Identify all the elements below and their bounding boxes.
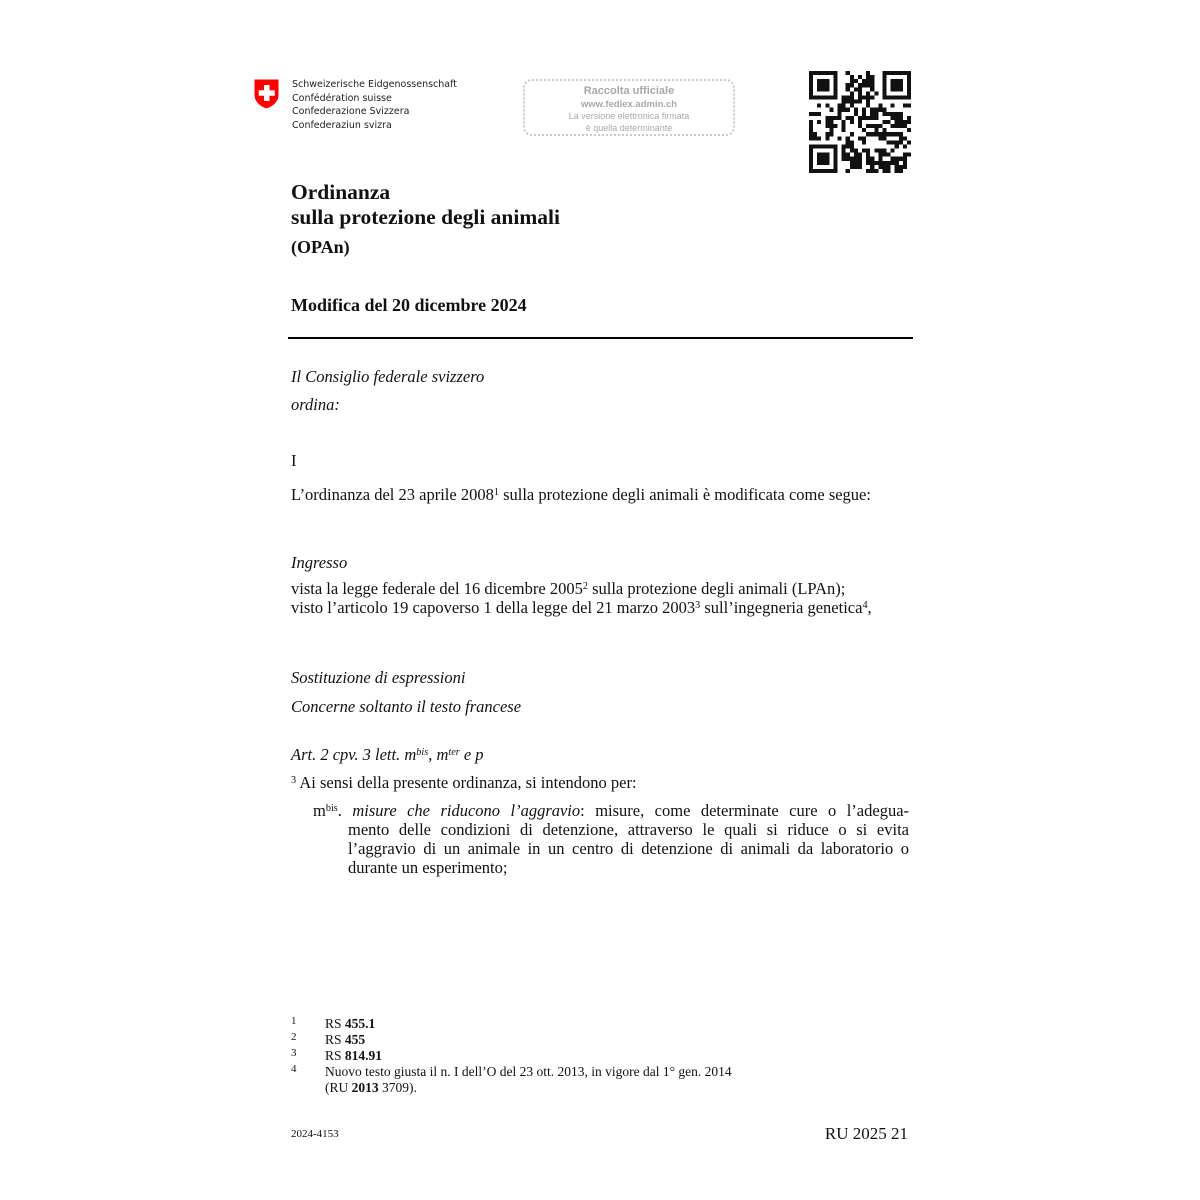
item-letter: m [313, 801, 326, 820]
para-text: visto l’articolo 19 capoverso 1 della legge del 21 marzo 2003 [291, 598, 696, 617]
document-title [291, 180, 560, 230]
confederation-name-de: Schweizerische Eidgenossenschaft [292, 79, 458, 90]
footnote-number: 1 [291, 1015, 297, 1027]
paragraph-number: 3 [291, 774, 297, 786]
sr-number-link[interactable]: 455 [344, 1032, 366, 1047]
superscript-bis: bis [416, 746, 429, 758]
stamp-note-1: La versione elettronica firmata [568, 111, 690, 121]
superscript-bis: bis [325, 802, 338, 814]
ru-year-link[interactable]: 2013 [351, 1080, 379, 1095]
para-text: (RU [325, 1080, 352, 1095]
footnote-ref-2[interactable]: 2 [582, 580, 588, 592]
para-text: . [337, 801, 353, 820]
official-collection-reference: RU 2025 21 [824, 1124, 908, 1143]
footnote-text [325, 1048, 382, 1064]
para-text: vista la legge federale del 16 dicembre 2005 [291, 579, 583, 598]
footnote-text [325, 1016, 375, 1032]
official-collection-stamp [523, 79, 735, 136]
title-abbreviation: (OPAn) [291, 237, 350, 257]
sr-number-link[interactable]: 455.1 [344, 1016, 376, 1031]
ingresso-body [291, 579, 909, 617]
footnote-number: 4 [291, 1063, 297, 1075]
footnote-number: 3 [291, 1047, 297, 1059]
stamp-title: Raccolta ufficiale [583, 85, 675, 97]
ingresso-heading: Ingresso [291, 553, 348, 572]
substitution-body: Concerne soltanto il testo francese [291, 697, 522, 716]
title-line-2: sulla protezione degli animali [291, 205, 560, 229]
item-continuation: mento delle condizioni di detenzione, attraverso le quali si riduce o si evita l’aggravio di un animale in un centro di detenzione di animali da laboratorio o durante un esperimento; [348, 820, 909, 877]
para-text: , [867, 598, 872, 617]
para-text: RS [325, 1048, 345, 1063]
confederation-names [292, 78, 457, 132]
defined-term: misure che riducono l’aggravio [352, 801, 581, 820]
confederation-name-fr: Confédération suisse [292, 92, 392, 104]
amendment-date: Modifica del 20 dicembre 2024 [291, 295, 527, 315]
confederation-name-it: Confederazione Svizzera [292, 106, 410, 117]
footnote-text [325, 1032, 365, 1048]
ingresso-line-2 [291, 598, 909, 617]
substitution-heading: Sostituzione di espressioni [291, 668, 466, 687]
amendment-intro-paragraph [291, 485, 909, 504]
footnote-ref-3[interactable]: 3 [695, 599, 701, 611]
footnote-text: Nuovo testo giusta il n. I dell’O del 23 ott. 2013, in vigore dal 1° gen. 2014 [325, 1064, 732, 1079]
qr-code-icon[interactable] [809, 71, 911, 173]
superscript-ter: ter [448, 746, 460, 758]
para-text: sulla protezione degli animali è modificata come segue: [498, 485, 871, 504]
section-number: I [291, 451, 297, 470]
title-line-1: Ordinanza [291, 180, 391, 204]
footnote-number: 2 [291, 1031, 297, 1043]
para-text: RS [325, 1016, 345, 1031]
stamp-note-2: è quella determinante [585, 122, 673, 133]
para-text: 3709). [378, 1080, 417, 1095]
swiss-coat-of-arms-icon [253, 78, 280, 110]
confederation-name-rm: Confederaziun svizra [292, 119, 392, 131]
sr-number-link[interactable]: 814.91 [344, 1048, 383, 1063]
para-text: Ai sensi della presente ordinanza, si intendono per: [296, 773, 637, 792]
para-text: L’ordinanza del 23 aprile 2008 [291, 485, 494, 504]
paragraph-3 [291, 773, 637, 792]
para-text: e p [459, 745, 484, 764]
stamp-url: www.fedlex.admin.ch [580, 99, 678, 110]
ingresso-line-1 [291, 579, 909, 598]
item-first-line [313, 801, 909, 820]
footnote-ref-1[interactable]: 1 [493, 486, 499, 498]
para-text: sull’ingegneria genetica [700, 598, 863, 617]
footnote-4-continuation [325, 1080, 417, 1096]
para-text: sulla protezione degli animali (LPAn); [587, 579, 846, 598]
para-text: , m [428, 745, 449, 764]
para-text: Art. 2 cpv. 3 lett. m [291, 745, 417, 764]
ordains-text: ordina: [291, 395, 340, 414]
para-text: RS [325, 1032, 345, 1047]
article-heading [291, 745, 484, 764]
para-text: : misure, come determinate cure o l’adegua- [580, 801, 910, 820]
issuing-authority: Il Consiglio federale svizzero [291, 367, 485, 386]
footnote-ref-4[interactable]: 4 [862, 599, 868, 611]
definition-item-mbis [313, 801, 909, 877]
title-divider [288, 337, 913, 339]
document-number: 2024-4153 [291, 1128, 339, 1140]
